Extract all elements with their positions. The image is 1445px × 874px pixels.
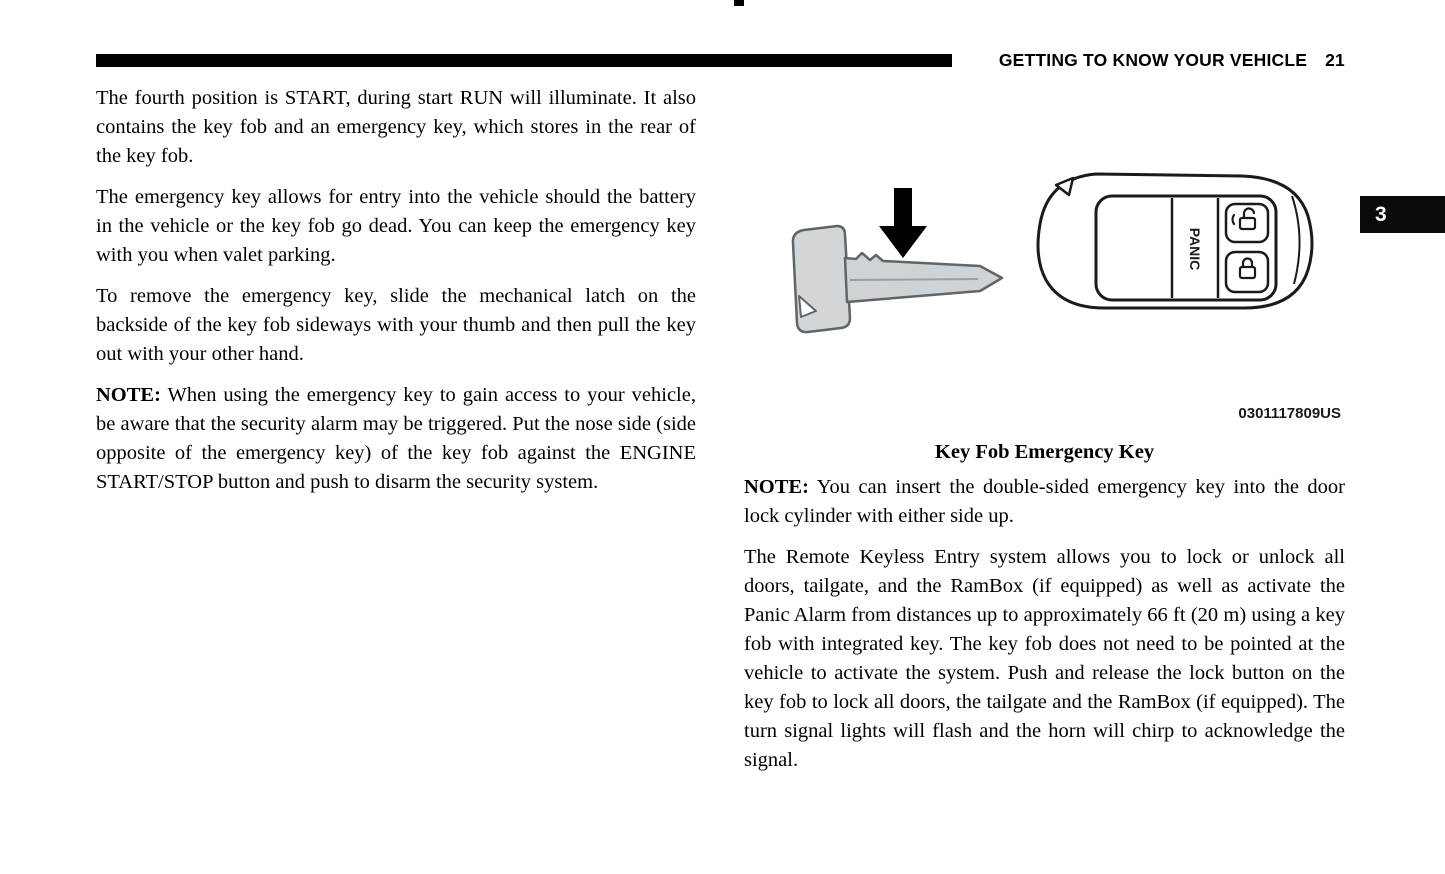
header-rule — [96, 54, 952, 67]
figure-caption: Key Fob Emergency Key — [934, 441, 1155, 463]
key-blade — [845, 253, 1002, 302]
scan-artifact — [734, 0, 744, 6]
figure-illustration — [744, 112, 1344, 412]
down-arrow-icon — [879, 188, 927, 258]
unlock-button-icon — [1233, 208, 1256, 229]
key-fob — [1038, 174, 1312, 308]
section-tab — [1360, 196, 1445, 233]
note-text: When using the emergency key to gain access to your vehicle, be aware that the security alarm may be triggered. Put the nose side (side opposite of the emergency key) of the key fob against the ENGINE START/STOP button and push to disarm the security system. — [96, 384, 696, 493]
note-paragraph — [96, 381, 696, 497]
paragraph: To remove the emergency key, slide the mechanical latch on the backside of the key fob sideways with your thumb and then pull the key out with your other hand. — [96, 285, 696, 365]
key-fob-outline — [1038, 174, 1312, 308]
header-title: GETTING TO KNOW YOUR VEHICLE — [998, 50, 1308, 70]
note-text: You can insert the double-sided emergency key into the door lock cylinder with either side up. — [744, 476, 1346, 527]
right-column — [744, 473, 1345, 775]
figure-code: 0301117809US — [1238, 405, 1341, 422]
header-page-number: 21 — [1325, 50, 1345, 70]
key-fob-inner-edge — [1292, 196, 1300, 284]
fob-button-panel — [1096, 196, 1276, 300]
keyring-hole — [1056, 178, 1073, 195]
note-label: NOTE: — [96, 384, 161, 406]
left-column — [96, 84, 696, 497]
section-tab-number: 3 — [1375, 203, 1387, 226]
lock-button-icon — [1240, 259, 1255, 279]
note-label: NOTE: — [744, 476, 809, 498]
panic-label: PANIC — [1187, 227, 1203, 271]
paragraph: The emergency key allows for entry into the vehicle should the battery in the vehicle or the key fob go dead. You can keep the emergency key with you when valet parking. — [96, 186, 696, 266]
paragraph: The Remote Keyless Entry system allows you to lock or unlock all doors, tailgate, and the RamBox (if equipped) as well as activate the Panic Alarm from distances up to approximately 66 ft (20 m) using a key fob with integrated key. The key fob does not need to be pointed at the vehicle to activate the system. Push and release the lock button on the key fob to lock all doors, the tailgate and the RamBox (if equipped). The turn signal lights will flash and the horn will chirp to acknowledge the signal. — [744, 546, 1345, 771]
key-blade-ridge — [850, 279, 978, 280]
paragraph: The fourth position is START, during start RUN will illuminate. It also contains the key fob and an emergency key, which stores in the rear of the key fob. — [96, 87, 696, 167]
header — [960, 50, 1345, 71]
note-paragraph — [744, 473, 1345, 531]
